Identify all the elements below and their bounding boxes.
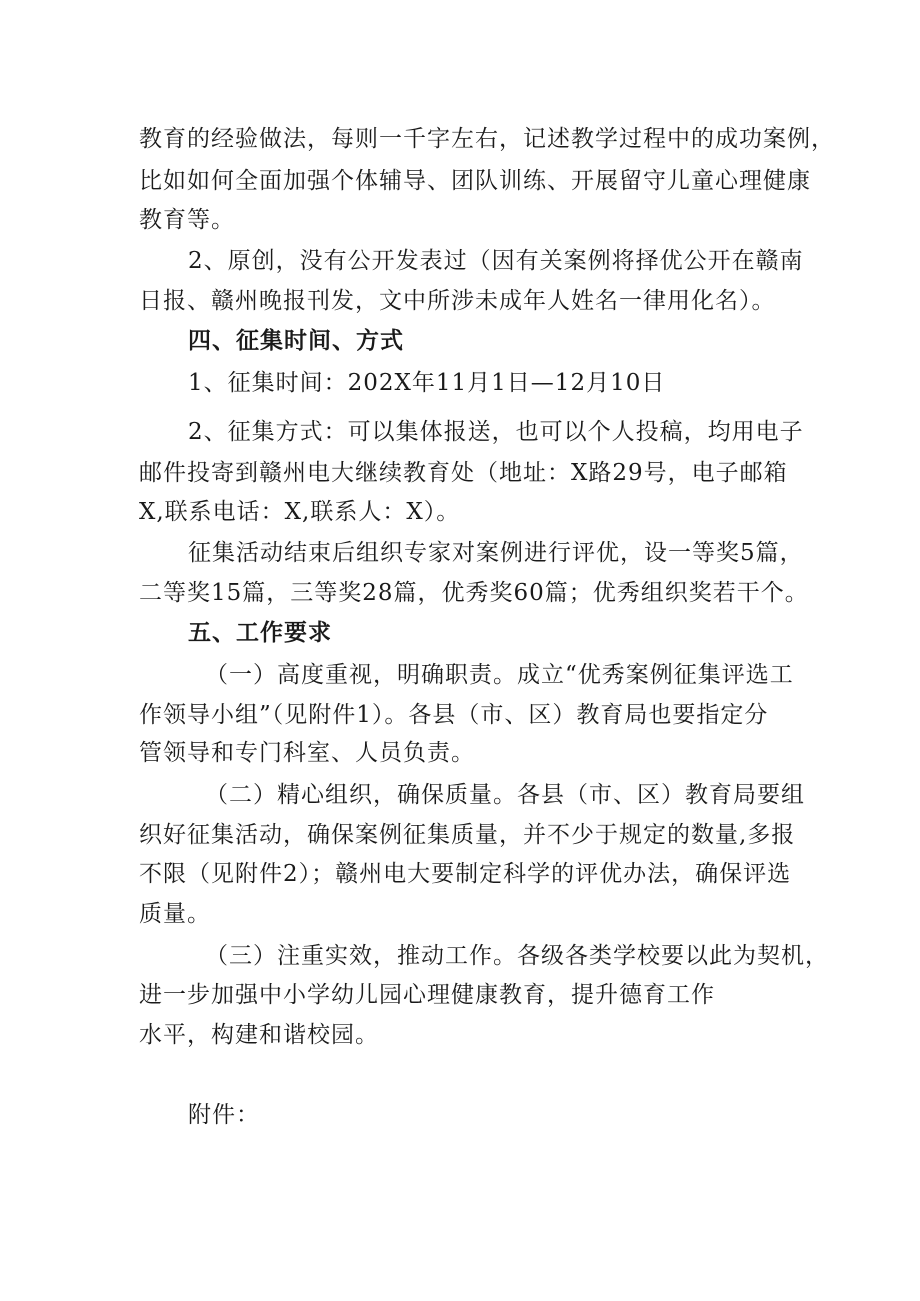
- body-line-5: 日报、赣州晚报刊发，文中所涉未成年人姓名一律用化名）。: [139, 288, 776, 314]
- body-line-req3-2: 进一步加强中小学幼儿园心理健康教育，提升德育工作: [139, 982, 715, 1008]
- body-line-req1-1: （一）高度重视，明确职责。成立“优秀案例征集评选工: [205, 662, 794, 688]
- body-line-req2-4: 质量。: [139, 901, 211, 927]
- body-line-collection-method-3: X,联系电话：X,联系人：X）。: [139, 499, 461, 525]
- body-line-req3-3: 水平，构建和谐校园。: [139, 1022, 379, 1048]
- body-line-req1-3: 管领导和专门科室、人员负责。: [139, 740, 475, 766]
- body-line-3: 教育等。: [139, 207, 235, 233]
- body-line-req1-2: 作领导小组”（见附件1）。各县（市、区）教育局也要指定分: [139, 702, 769, 728]
- body-line-collection-time: 1、征集时间：202X年11月1日—12月10日: [188, 370, 666, 396]
- body-line-collection-method-2: 邮件投寄到赣州电大继续教育处（地址：X路29号，电子邮箱: [139, 460, 788, 486]
- attachments-label: 附件：: [188, 1102, 260, 1128]
- section-heading-five: 五、工作要求: [188, 620, 332, 646]
- body-line-req2-3: 不限（见附件2）；赣州电大要制定科学的评优办法，确保评选: [139, 861, 792, 887]
- body-line-req3-1: （三）注重实效，推动工作。各级各类学校要以此为契机，: [205, 943, 829, 969]
- section-heading-four: 四、征集时间、方式: [188, 328, 404, 354]
- body-line-awards-2: 二等奖15篇，三等奖28篇，优秀奖60篇；优秀组织奖若干个。: [139, 580, 809, 606]
- body-line-req2-2: 织好征集活动，确保案例征集质量，并不少于规定的数量,多报: [139, 822, 796, 848]
- body-line-awards-1: 征集活动结束后组织专家对案例进行评优，设一等奖5篇，: [188, 540, 804, 566]
- body-line-4: 2、原创，没有公开发表过（因有关案例将择优公开在赣南: [188, 248, 804, 274]
- body-line-1: 教育的经验做法，每则一千字左右，记述教学过程中的成功案例，: [139, 126, 835, 152]
- body-line-2: 比如如何全面加强个体辅导、团队训练、开展留守儿童心理健康: [139, 168, 811, 194]
- body-line-collection-method-1: 2、征集方式：可以集体报送，也可以个人投稿，均用电子: [188, 419, 804, 445]
- body-line-req2-1: （二）精心组织，确保质量。各县（市、区）教育局要组: [205, 782, 805, 808]
